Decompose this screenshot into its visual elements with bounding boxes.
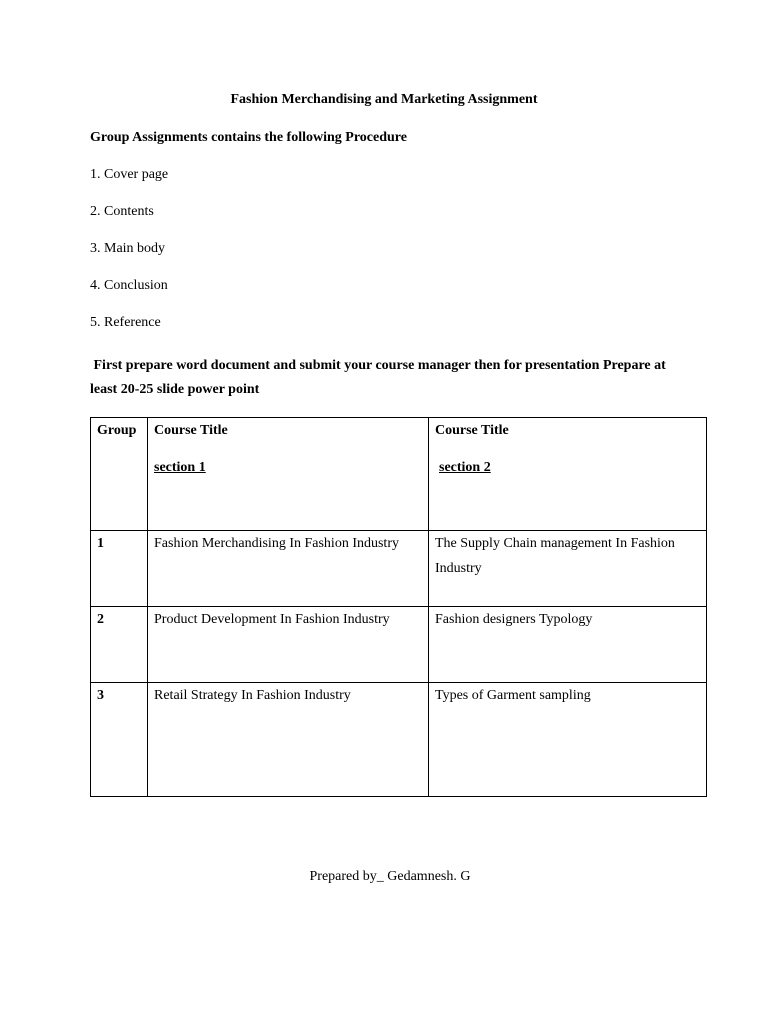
prepared-by-footer: Prepared by_ Gedamnesh. G <box>309 869 471 884</box>
section-2-cell: Fashion designers Typology <box>429 607 707 683</box>
group-number: 2 <box>97 612 104 627</box>
instruction-paragraph: First prepare word document and submit your course manager then for presentation Prepare at least 20-25 slide power point <box>90 358 670 397</box>
table-row <box>91 607 707 683</box>
procedure-heading: Group Assignments contains the following Procedure <box>90 130 407 145</box>
group-number-cell <box>91 531 148 607</box>
group-number: 3 <box>97 688 104 703</box>
procedure-item: 4. Conclusion <box>90 278 168 293</box>
group-number: 1 <box>97 536 104 551</box>
section-2-label: section 2 <box>439 460 491 475</box>
procedure-item: 5. Reference <box>90 315 161 330</box>
section-1-label: section 1 <box>154 460 206 475</box>
group-number-cell <box>91 683 148 797</box>
procedure-item: 2. Contents <box>90 204 154 219</box>
table-header-row <box>91 418 707 531</box>
section-2-cell: Types of Garment sampling <box>429 683 707 797</box>
course-title-label: Course Title <box>435 423 509 438</box>
table-row <box>91 531 707 607</box>
section-2-cell: The Supply Chain management In Fashion Industry <box>429 531 707 607</box>
document-title: Fashion Merchandising and Marketing Assignment <box>230 92 538 107</box>
header-cell-group <box>91 418 148 531</box>
procedure-item: 3. Main body <box>90 241 166 256</box>
header-cell-section-2 <box>429 418 707 531</box>
group-header-label: Group <box>97 423 137 438</box>
section-1-cell: Product Development In Fashion Industry <box>148 607 429 683</box>
section-1-cell: Fashion Merchandising In Fashion Industry <box>148 531 429 607</box>
header-cell-section-1 <box>148 418 429 531</box>
table-row <box>91 683 707 797</box>
group-number-cell <box>91 607 148 683</box>
section-1-cell: Retail Strategy In Fashion Industry <box>148 683 429 797</box>
group-assignment-table <box>90 417 707 797</box>
course-title-label: Course Title <box>154 423 228 438</box>
procedure-item: 1. Cover page <box>90 167 169 182</box>
